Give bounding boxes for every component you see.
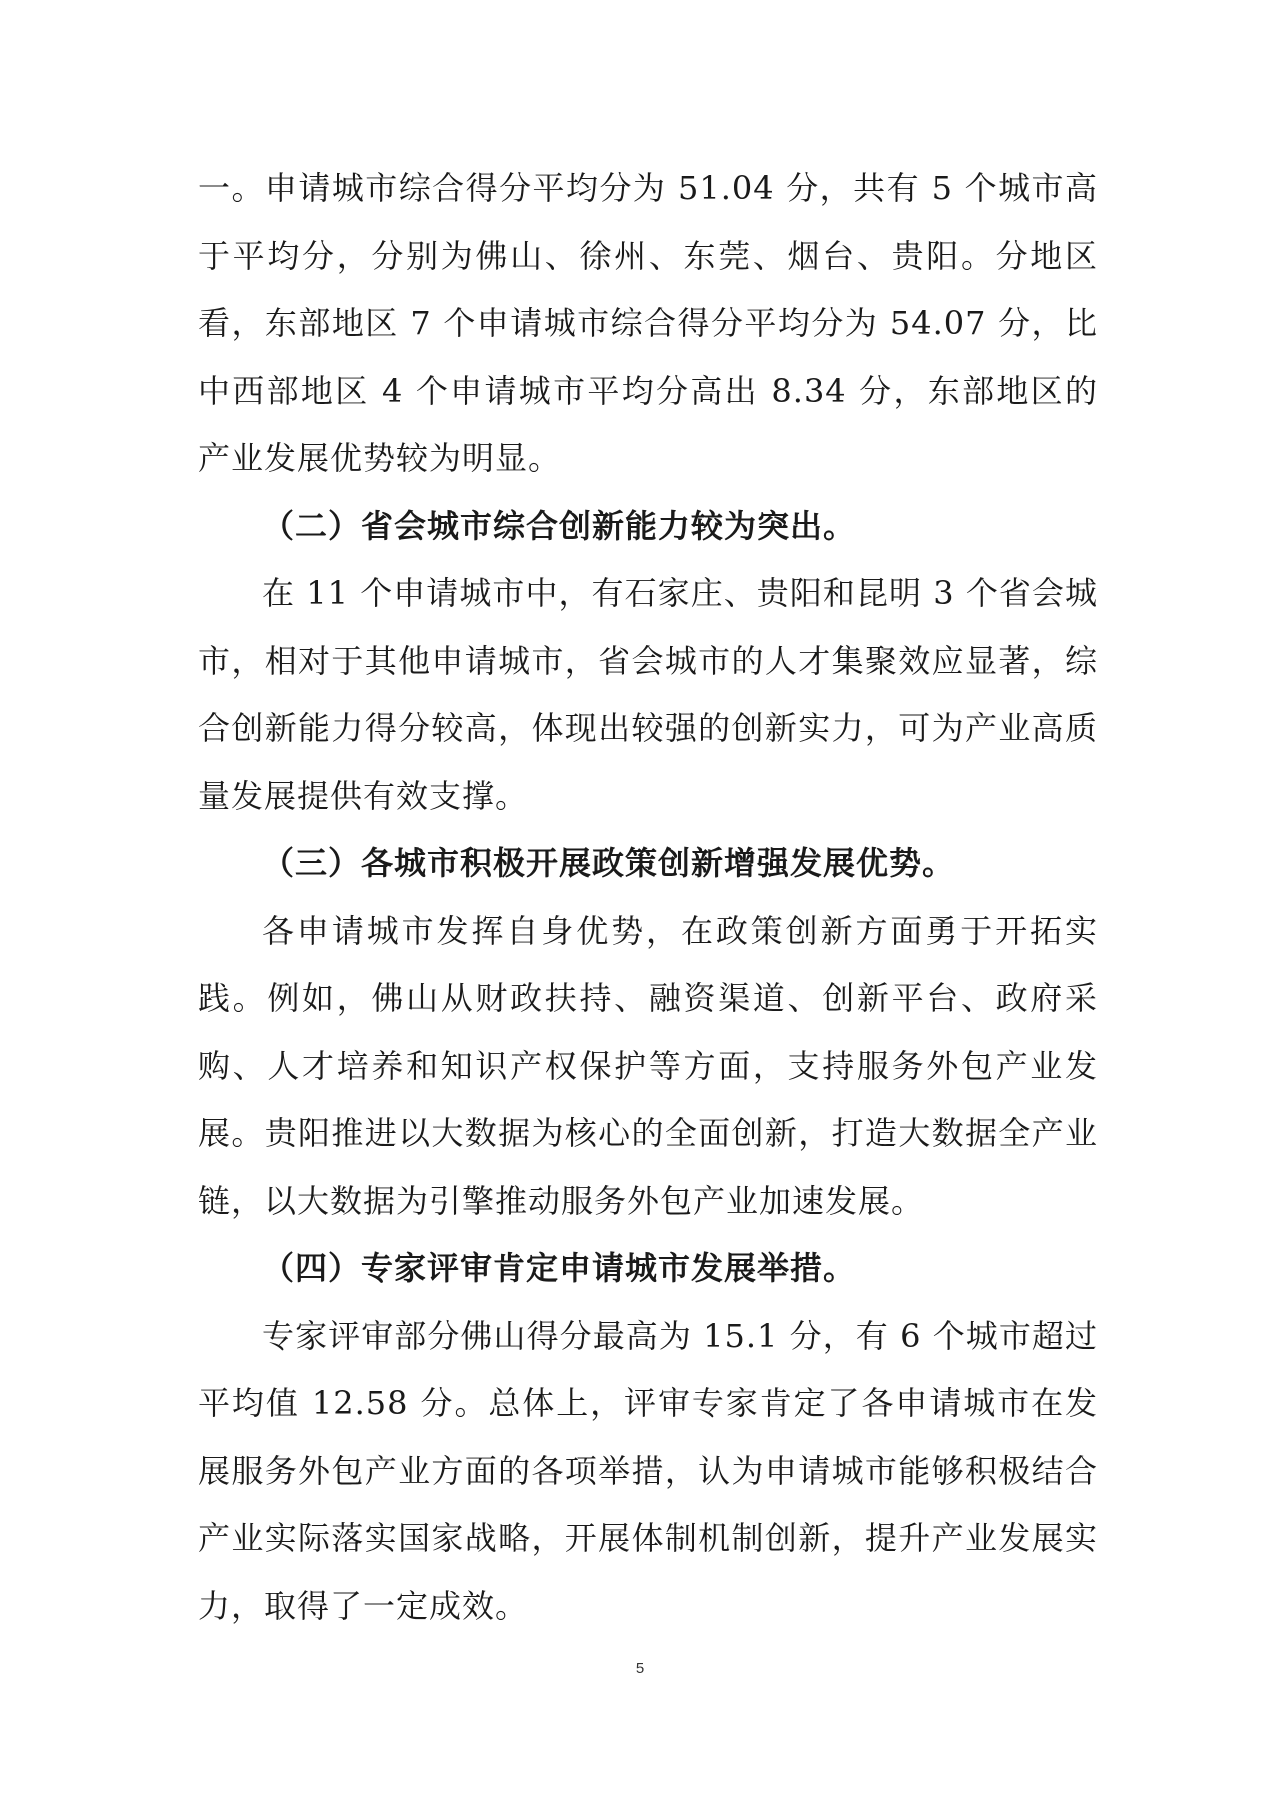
- document-body: [198, 155, 1098, 1640]
- paragraph-4: 专家评审部分佛山得分最高为 15.1 分，有 6 个城市超过平均值 12.58 分。总体上，评审专家肯定了各申请城市在发展服务外包产业方面的各项举措，认为申请城市能够积极结合产业实际落实国家战略，开展体制机制创新，提升产业发展实力，取得了一定成效。: [198, 1316, 1098, 1625]
- section-heading-2: （二）省会城市综合创新能力较为突出。: [262, 506, 857, 545]
- paragraph-2: 在 11 个申请城市中，有石家庄、贵阳和昆明 3 个省会城市，相对于其他申请城市，省会城市的人才集聚效应显著，综合创新能力得分较高，体现出较强的创新实力，可为产业高质量发展提供有效支撑。: [198, 574, 1098, 815]
- section-heading-4: （四）专家评审肯定申请城市发展举措。: [262, 1249, 857, 1287]
- paragraph-1: 一。申请城市综合得分平均分为 51.04 分，共有 5 个城市高于平均分，分别为佛山、徐州、东莞、烟台、贵阳。分地区看，东部地区 7 个申请城市综合得分平均分为 54.07 分，比中西部地区 4 个申请城市平均分高出 8.34 分，东部地区的产业发展优势较为明显。: [198, 169, 1098, 477]
- page-number: 5: [635, 1660, 645, 1677]
- section-heading-3: （三）各城市积极开展政策创新增强发展优势。: [262, 844, 956, 882]
- paragraph-3: 各申请城市发挥自身优势，在政策创新方面勇于开拓实践。例如，佛山从财政扶持、融资渠道、创新平台、政府采购、人才培养和知识产权保护等方面，支持服务外包产业发展。贵阳推进以大数据为核心的全面创新，打造大数据全产业链，以大数据为引擎推动服务外包产业加速发展。: [198, 911, 1098, 1220]
